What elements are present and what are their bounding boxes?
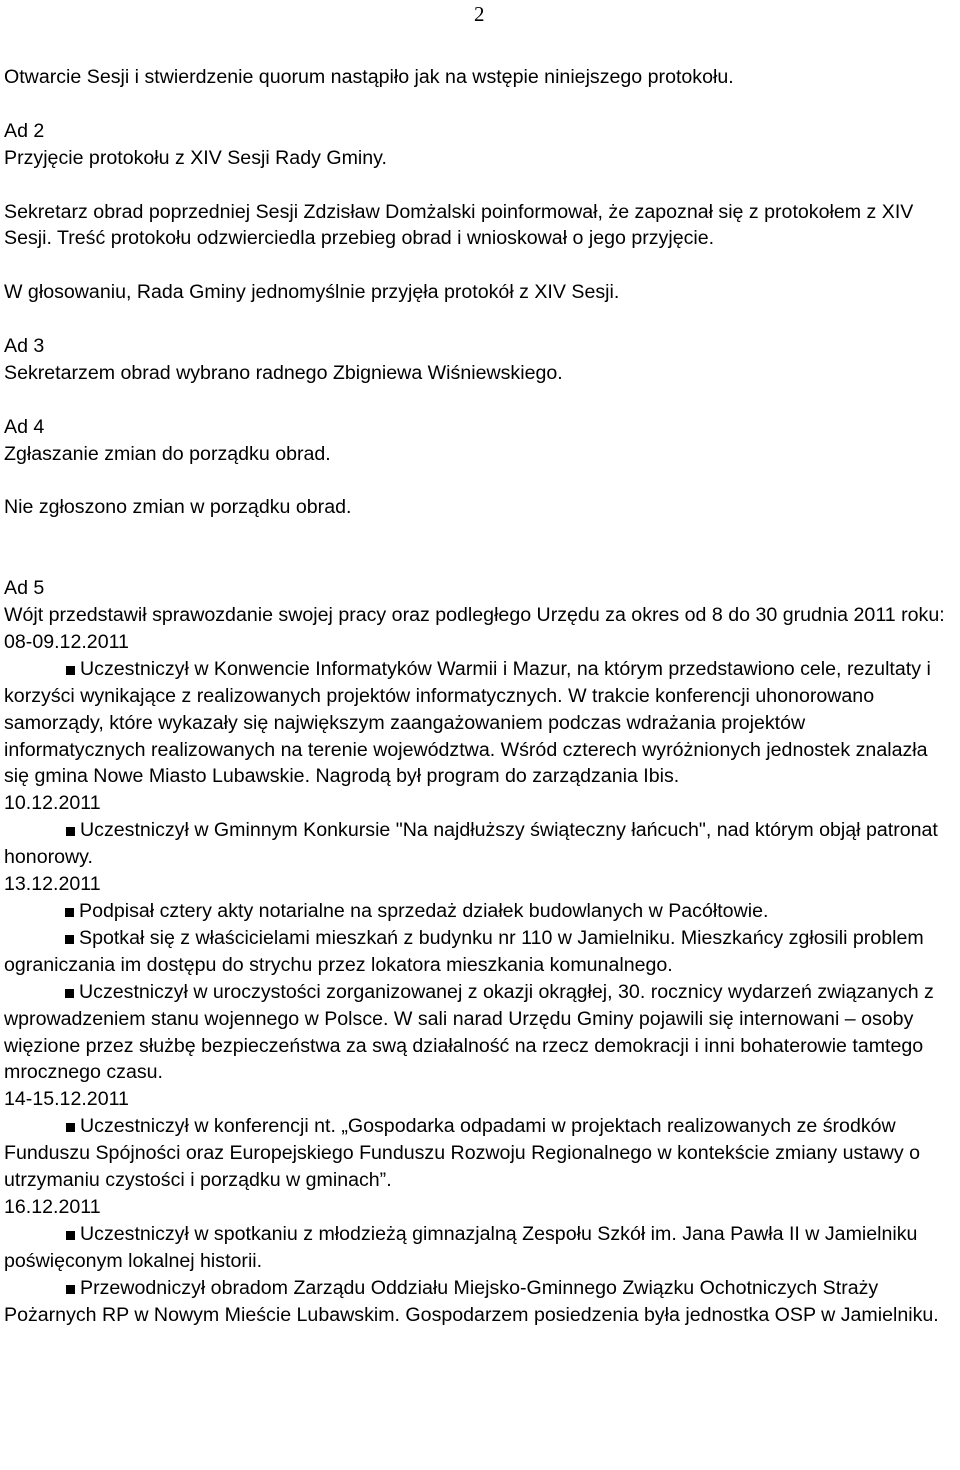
bullet-icon xyxy=(65,935,74,944)
bullet-icon xyxy=(65,908,74,917)
bullet-icon xyxy=(66,1123,75,1132)
bullet-icon xyxy=(65,989,74,998)
list-item-text: Uczestniczył w Konwencie Informatyków Warmii i Mazur, na którym przedstawiono cele, rezultaty i korzyści wynikające z realizowanych projektów informatycznych. W trakcie konferencji uhonorowano samorządy, które wykazały się największym zaangażowaniem podczas wdrażania projektów informatycznych realizowanych na terenie województwa. Wśród czterech wyróżnionych jednostek znalazła się gmina Nowe Miasto Lubawskie. Nagrodą był program do zarządzania Ibis. xyxy=(4,657,931,788)
list-item xyxy=(4,817,950,871)
list-item-text: Uczestniczył w uroczystości zorganizowanej z okazji okrągłej, 30. rocznicy wydarzeń związanych z wprowadzeniem stanu wojennego w Polsce. W sali narad Urzędu Gminy pojawili się internowani – osoby więzione przez służbę bezpieczeństwa za swą działalność na rzecz demokracji i inni bohaterowie tamtego mrocznego czasu. xyxy=(4,980,934,1084)
list-item xyxy=(4,656,950,791)
list-item-text: Uczestniczył w spotkaniu z młodzieżą gimnazjalną Zespołu Szkół im. Jana Pawła II w Jamielniku poświęconym lokalnej historii. xyxy=(4,1222,918,1272)
ad5-title: Wójt przedstawił sprawozdanie swojej pracy oraz podległego Urzędu za okres od 8 do 30 grudnia 2011 roku: xyxy=(4,604,945,626)
intro-paragraph: Otwarcie Sesji i stwierdzenie quorum nastąpiło jak na wstępie niniejszego protokołu. xyxy=(4,66,734,88)
ad4-heading: Ad 4 xyxy=(4,415,45,438)
ad2-paragraph-2: W głosowaniu, Rada Gminy jednomyślnie przyjęła protokół z XIV Sesji. xyxy=(4,281,620,304)
list-item xyxy=(4,1275,950,1329)
list-item-text: Podpisał cztery akty notarialne na sprzedaż działek budowlanych w Pacółtowie. xyxy=(79,899,769,922)
list-item xyxy=(4,925,950,979)
list-item xyxy=(4,1221,950,1275)
bullet-icon xyxy=(66,1285,75,1294)
ad2-paragraph-1: Sekretarz obrad poprzedniej Sesji Zdzisław Domżalski poinformował, że zapoznał się z protokołem z XIV Sesji. Treść protokołu odzwierciedla przebieg obrad i wnioskował o jego przyjęcie. xyxy=(4,200,914,250)
document-body xyxy=(4,64,950,1328)
list-item-text: Spotkał się z właścicielami mieszkań z budynku nr 110 w Jamielniku. Mieszkańcy zgłosili problem ograniczania im dostępu do strychu przez lokatora mieszkania komunalnego. xyxy=(4,926,924,976)
list-item xyxy=(4,898,950,925)
list-item-text: Uczestniczył w Gminnym Konkursie "Na najdłuższy świąteczny łańcuch", nad którym objął patronat honorowy. xyxy=(4,819,938,869)
entry-date: 14-15.12.2011 xyxy=(4,1088,129,1111)
ad3-text: Sekretarzem obrad wybrano radnego Zbigniewa Wiśniewskiego. xyxy=(4,361,563,384)
ad4-title: Zgłaszanie zmian do porządku obrad. xyxy=(4,442,331,465)
ad5-heading: Ad 5 xyxy=(4,577,45,600)
bullet-icon xyxy=(66,1231,75,1240)
entry-date: 16.12.2011 xyxy=(4,1195,101,1218)
list-item xyxy=(4,1113,950,1194)
list-item xyxy=(4,979,950,1087)
ad2-title: Przyjęcie protokołu z XIV Sesji Rady Gminy. xyxy=(4,146,387,169)
ad3-heading: Ad 3 xyxy=(4,335,45,357)
list-item-text: Uczestniczył w konferencji nt. „Gospodarka odpadami w projektach realizowanych ze środków Funduszu Spójności oraz Europejskiego Funduszu Rozwoju Regionalnego w kontekście zmiany ustawy o utrzymaniu czystości i porządku w gminach”. xyxy=(4,1115,920,1192)
entry-date: 13.12.2011 xyxy=(4,873,101,896)
ad4-text: Nie zgłoszono zmian w porządku obrad. xyxy=(4,496,352,519)
entry-date: 08-09.12.2011 xyxy=(4,630,129,653)
list-item-text: Przewodniczył obradom Zarządu Oddziału Miejsko-Gminnego Związku Ochotniczych Straży Pożarnych RP w Nowym Mieście Lubawskim. Gospodarzem posiedzenia była jednostka OSP w Jamielniku. xyxy=(4,1276,939,1326)
bullet-icon xyxy=(66,827,75,836)
entry-date: 10.12.2011 xyxy=(4,792,101,815)
page-number: 2 xyxy=(474,2,485,26)
bullet-icon xyxy=(66,666,75,675)
ad2-heading: Ad 2 xyxy=(4,119,45,142)
